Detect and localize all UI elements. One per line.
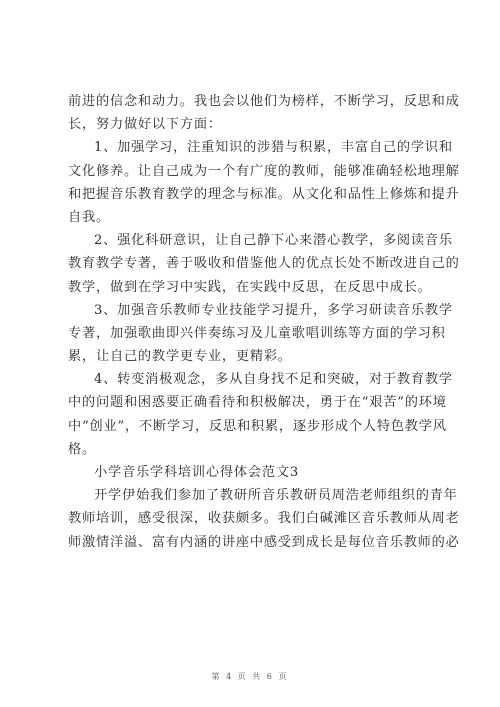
text-line: 教育教学专著，善于吸收和借鉴他人的优点长处不断改进自己的 — [68, 256, 460, 272]
text-line: 专著，加强歌曲即兴伴奏练习及儿童歌唱训练等方面的学习积 — [68, 325, 446, 341]
section-heading: 小学音乐学科培训心得体会范文3 — [94, 465, 300, 480]
paragraph-2-start: 2、强化科研意识，让自己静下心来潜心教学，多阅读音乐 — [94, 233, 453, 249]
paragraph-4-start: 4、转变消极观念，多从自身找不足和突破，对于教育教学 — [94, 372, 453, 388]
page-number-footer: 第 4 页 共 6 页 — [211, 672, 289, 681]
text-line: 师激情洋溢、富有内涵的讲座中感受到成长是每位音乐教师的必 — [68, 534, 460, 550]
text-line: 长，努力做好以下方面： — [68, 117, 222, 133]
document-body — [68, 90, 460, 554]
text-line: 自我。 — [68, 209, 110, 225]
text-line: 和把握音乐教育教学的理念与标准。从文化和品性上修炼和提升 — [68, 186, 460, 202]
text-line: 中“创业”，不断学习，反思和积累，逐步形成个人特色教学风 — [68, 418, 447, 434]
paragraph-3-start: 3、加强音乐教师专业技能学习提升，多学习研读音乐教学 — [94, 302, 453, 318]
text-line: 教师培训，感受很深，收获颇多。我们白碱滩区音乐教师从周老 — [68, 511, 460, 527]
text-line: 中的问题和困惑要正确看待和积极解决，勇于在“艰苦”的环境 — [68, 395, 447, 411]
text-line: 文化修养。让自己成为一个有广度的教师，能够准确轻松地理解 — [68, 163, 460, 179]
text-line: 教学，做到在学习中实践，在实践中反思，在反思中成长。 — [68, 279, 432, 295]
paragraph-1-start: 1、加强学习，注重知识的涉猎与积累，丰富自己的学识和 — [94, 140, 453, 156]
paragraph-5-start: 开学伊始我们参加了教研所音乐教研员周浩老师组织的青年 — [94, 488, 458, 504]
text-line: 格。 — [68, 441, 96, 457]
text-line: 累，让自己的教学更专业，更精彩。 — [68, 349, 292, 365]
text-line: 前进的信念和动力。我也会以他们为榜样，不断学习，反思和成 — [68, 94, 460, 109]
